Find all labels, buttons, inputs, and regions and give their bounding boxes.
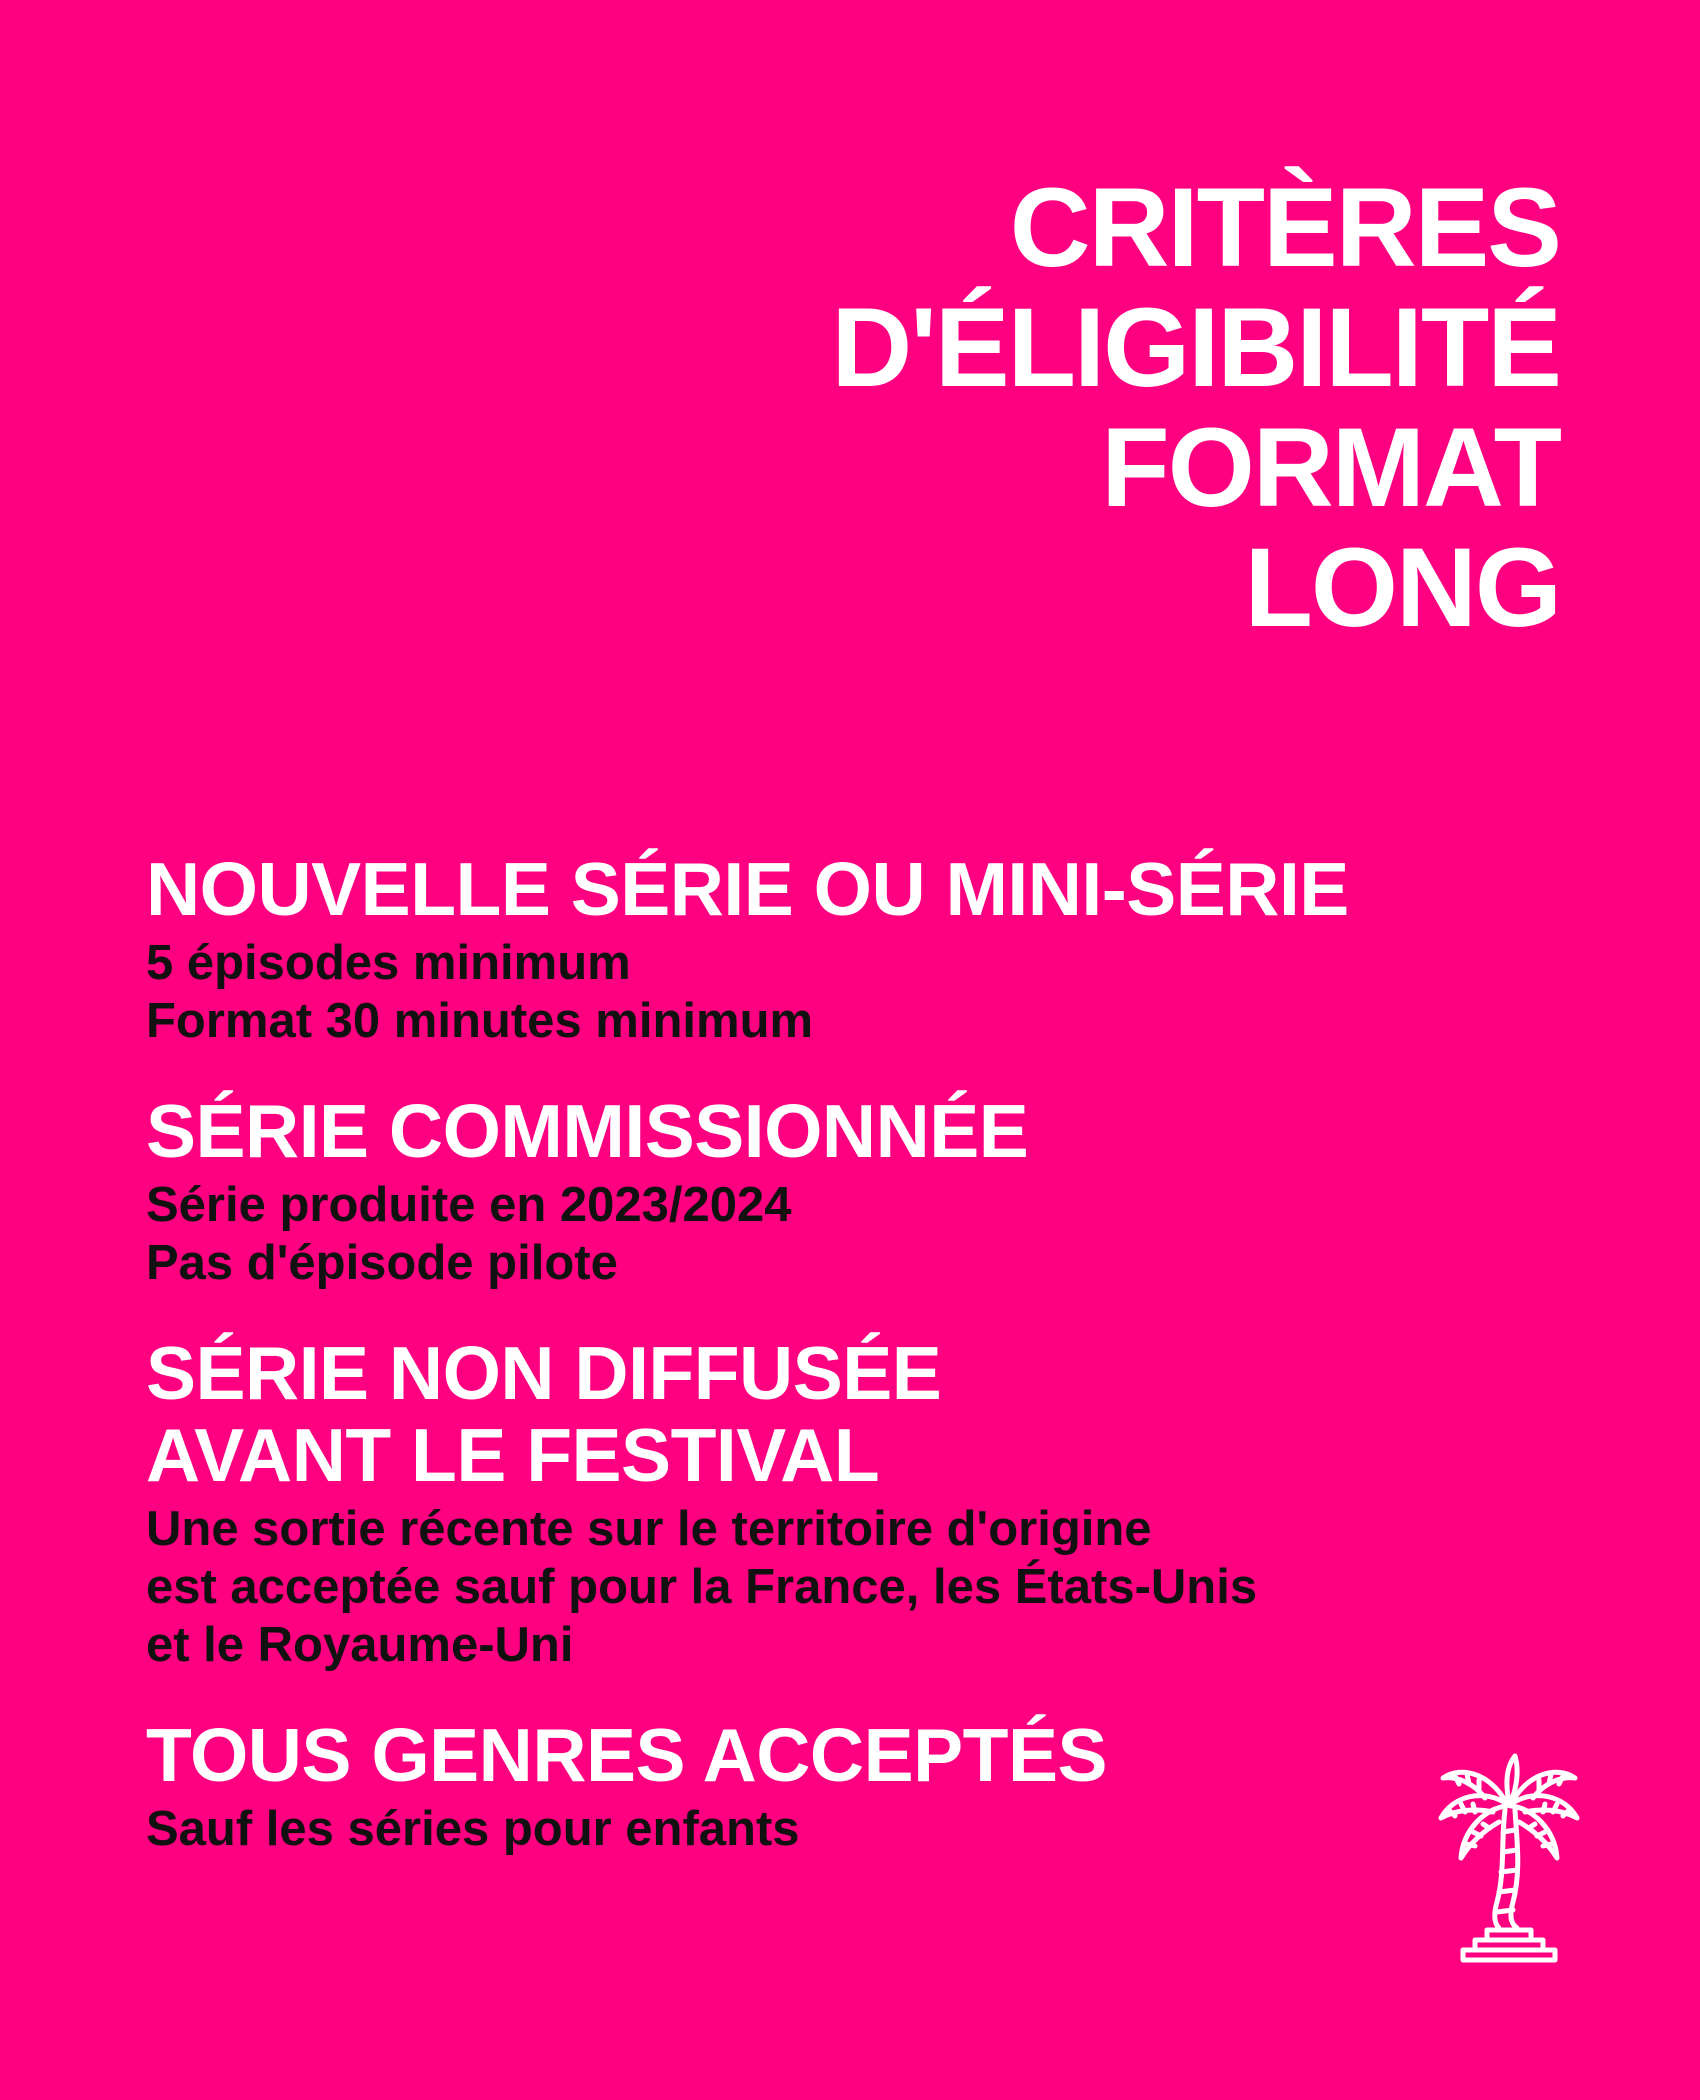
criterion-commissioned bbox=[146, 1090, 1566, 1292]
palm-tree-icon bbox=[1435, 1752, 1583, 1964]
criterion-heading-line: TOUS GENRES ACCEPTÉS bbox=[146, 1713, 1108, 1797]
criterion-details bbox=[146, 1800, 1566, 1858]
criterion-detail: est acceptée sauf pour la France, les États-Unis bbox=[146, 1560, 1258, 1614]
page-title bbox=[831, 165, 1560, 650]
criteria-list bbox=[146, 848, 1566, 1898]
criterion-heading-line: SÉRIE NON DIFFUSÉE bbox=[146, 1331, 942, 1415]
criterion-not-broadcast bbox=[146, 1332, 1566, 1674]
criterion-heading-line: SÉRIE COMMISSIONNÉE bbox=[146, 1089, 1029, 1173]
criterion-heading-line: NOUVELLE SÉRIE OU MINI-SÉRIE bbox=[146, 847, 1349, 931]
criterion-heading bbox=[146, 848, 1566, 930]
title-line: LONG bbox=[1244, 525, 1560, 650]
criterion-detail: Série produite en 2023/2024 bbox=[146, 1178, 792, 1232]
criterion-all-genres bbox=[146, 1714, 1566, 1858]
criterion-details bbox=[146, 1500, 1566, 1674]
title-line: FORMAT bbox=[1101, 405, 1560, 530]
criterion-heading-line: AVANT LE FESTIVAL bbox=[146, 1413, 880, 1497]
criterion-details bbox=[146, 934, 1566, 1050]
criterion-heading bbox=[146, 1090, 1566, 1172]
title-line: CRITÈRES bbox=[1009, 165, 1560, 290]
criterion-detail: Format 30 minutes minimum bbox=[146, 994, 814, 1048]
title-line: D'ÉLIGIBILITÉ bbox=[831, 285, 1560, 410]
criterion-detail: Une sortie récente sur le territoire d'origine bbox=[146, 1502, 1152, 1556]
criterion-detail: Sauf les séries pour enfants bbox=[146, 1802, 800, 1856]
criterion-heading bbox=[146, 1332, 1566, 1496]
criterion-new-series bbox=[146, 848, 1566, 1050]
criterion-heading bbox=[146, 1714, 1566, 1796]
criterion-detail: Pas d'épisode pilote bbox=[146, 1236, 618, 1290]
criterion-detail: 5 épisodes minimum bbox=[146, 936, 631, 990]
criterion-details bbox=[146, 1176, 1566, 1292]
criterion-detail: et le Royaume-Uni bbox=[146, 1618, 574, 1672]
